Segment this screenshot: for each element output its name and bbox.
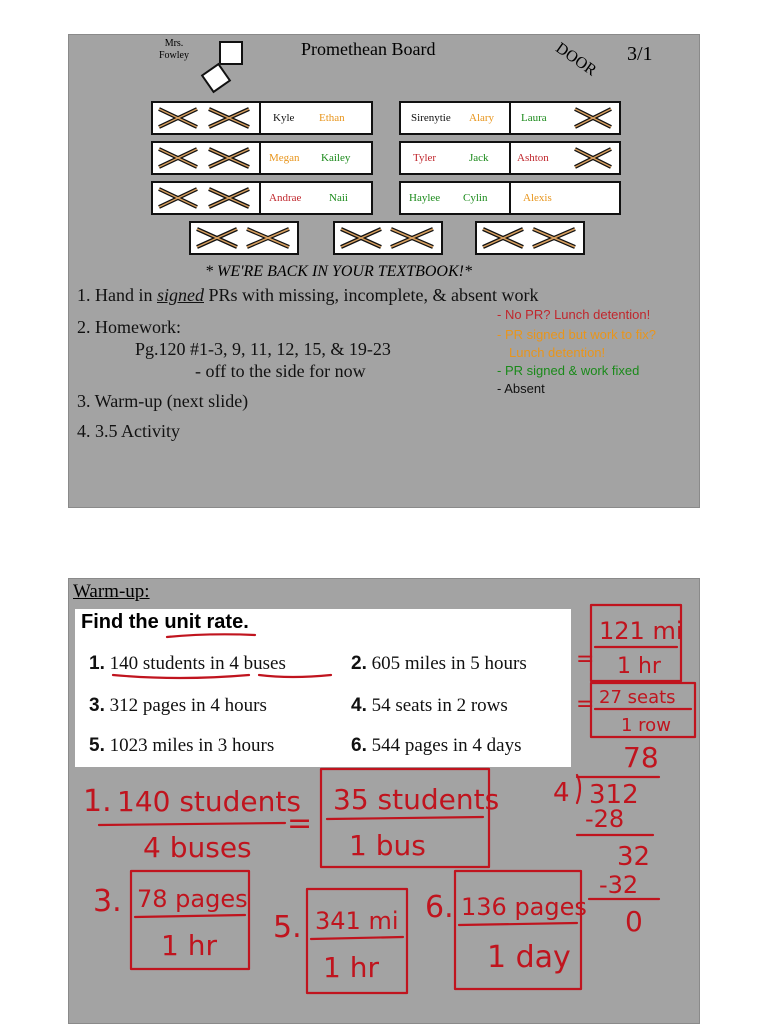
ink-label: 3. — [93, 884, 122, 919]
desk-row — [151, 181, 373, 215]
teacher-desk-icon — [219, 41, 243, 65]
seat-pair — [261, 183, 371, 213]
ink-denominator: 1 day — [487, 940, 571, 975]
student-name: Sirenytie — [411, 112, 451, 124]
empty-desk — [333, 221, 443, 255]
handwriting-layer — [69, 579, 701, 1025]
ink-label: 5. — [273, 910, 302, 945]
desk-row — [399, 181, 621, 215]
empty-seat-x-icon — [571, 146, 615, 170]
ink-divisor: 4 — [553, 778, 570, 808]
empty-seat-x-icon — [153, 106, 257, 130]
banner-text: * WE'RE BACK IN YOUR TEXTBOOK!* — [205, 263, 472, 280]
ink-numerator: 78 pages — [137, 885, 248, 913]
ink-denominator: 1 bus — [349, 829, 426, 862]
empty-desk — [189, 221, 299, 255]
ink-denominator: 4 buses — [143, 831, 252, 864]
student-name: Tyler — [413, 152, 437, 164]
ink-underline — [167, 634, 255, 637]
ink-label: 6. — [425, 890, 454, 925]
empty-desk — [475, 221, 585, 255]
date-label: 3/1 — [627, 43, 653, 65]
empty-seat-pair — [153, 143, 261, 173]
door-label: DOOR — [552, 39, 600, 80]
problem-text: 312 pages in 4 hours — [109, 695, 267, 716]
student-name: Megan — [269, 152, 300, 164]
ink-fraction-bar — [327, 817, 483, 819]
agenda-text: 1. Hand in — [77, 285, 157, 305]
problem-number: 5. — [89, 735, 105, 756]
seat-pair — [401, 143, 511, 173]
student-name: Alary — [469, 112, 495, 124]
student-name: Andrae — [269, 192, 302, 204]
seat-pair — [511, 143, 619, 173]
agenda-item — [77, 285, 539, 306]
ink-denominator: 1 row — [621, 715, 671, 736]
desk-row — [151, 141, 373, 175]
seating-chart-slide — [68, 34, 700, 508]
student-name: Kailey — [321, 152, 351, 164]
seat-pair — [401, 103, 511, 133]
problem-text: 1023 miles in 3 hours — [109, 735, 275, 756]
teacher-label: Mrs. Fowley — [159, 38, 189, 61]
agenda-emphasis: signed — [157, 285, 204, 305]
agenda-item: 3. Warm-up (next slide) — [77, 391, 249, 411]
desk-row — [399, 141, 621, 175]
empty-seat-x-icon — [191, 226, 295, 250]
ink-numerator: 341 mi — [315, 907, 399, 935]
empty-seat-x-icon — [571, 106, 615, 130]
pr-note: - PR signed & work fixed — [497, 363, 640, 378]
ink-remainder: 32 — [617, 842, 651, 872]
ink-fraction-bar — [99, 823, 285, 825]
seat-pair — [261, 103, 371, 133]
problem-text: 544 pages in 4 days — [371, 735, 522, 756]
student-name: Laura — [521, 112, 547, 124]
empty-seat-x-icon — [335, 226, 439, 250]
ink-numerator: 140 students — [117, 785, 301, 818]
desk-row — [399, 101, 621, 135]
pr-note: Lunch detention! — [509, 345, 606, 360]
board-label: Promethean Board — [301, 39, 436, 59]
empty-seat-x-icon — [477, 226, 581, 250]
problem-heading: Find the unit rate. — [81, 611, 249, 633]
ink-subtrahend: -32 — [599, 871, 639, 899]
ink-fraction-bar — [135, 915, 245, 917]
problem-number: 2. — [351, 653, 367, 674]
empty-seat-x-icon — [153, 146, 257, 170]
agenda-text: PRs with missing, incomplete, & absent work — [204, 285, 539, 305]
ink-equals: = — [576, 647, 595, 672]
seat-pair — [261, 143, 371, 173]
problem-number: 1. — [89, 653, 105, 674]
ink-remainder: 0 — [625, 905, 643, 938]
student-name: Jack — [469, 152, 489, 164]
ink-numerator: 35 students — [333, 783, 500, 816]
student-name: Haylee — [409, 192, 441, 204]
ink-denominator: 1 hr — [323, 951, 379, 984]
student-name: Cylin — [463, 192, 488, 204]
problem-text: 54 seats in 2 rows — [371, 695, 508, 716]
empty-seat-pair — [153, 183, 261, 213]
ink-underline — [113, 675, 249, 678]
student-name: Kyle — [273, 112, 295, 124]
ink-numerator: 121 mi — [599, 617, 683, 645]
pr-note: - No PR? Lunch detention! — [497, 307, 651, 322]
problem-number: 4. — [351, 695, 367, 716]
homework-pages: Pg.120 #1-3, 9, 11, 12, 15, & 19-23 — [135, 339, 391, 359]
ink-numerator: 136 pages — [461, 893, 587, 921]
problem-number: 6. — [351, 735, 367, 756]
problem-text: 140 students in 4 buses — [109, 653, 286, 674]
student-name: Alexis — [523, 192, 552, 204]
ink-subtrahend: -28 — [585, 805, 625, 833]
student-name: Naii — [329, 192, 348, 204]
seat-pair — [401, 183, 511, 213]
ink-label: 1. — [83, 784, 112, 819]
pr-note: - Absent — [497, 381, 545, 396]
student-name: Ethan — [319, 112, 345, 124]
homework-note: - off to the side for now — [195, 361, 366, 381]
ink-fraction-bar — [459, 923, 577, 925]
ink-denominator: 1 hr — [617, 654, 661, 679]
seat-pair — [511, 183, 619, 213]
ink-denominator: 1 hr — [161, 929, 217, 962]
ink-fraction-bar — [311, 937, 403, 939]
ink-equals: = — [287, 806, 313, 841]
ink-dividend: 312 — [589, 780, 639, 810]
pr-note: - PR signed but work to fix? — [497, 327, 656, 342]
ink-quotient: 78 — [623, 741, 659, 774]
desk-row — [151, 101, 373, 135]
student-name: Ashton — [517, 152, 549, 164]
warm-up-slide — [68, 578, 700, 1024]
seat-pair — [511, 103, 619, 133]
ink-numerator: 27 seats — [599, 687, 676, 708]
slide-title: Warm-up: — [73, 581, 150, 602]
problem-text: 605 miles in 5 hours — [371, 653, 527, 674]
empty-seat-x-icon — [153, 186, 257, 210]
agenda-item: 4. 3.5 Activity — [77, 421, 180, 441]
teacher-chair-icon — [201, 63, 232, 94]
agenda-item: 2. Homework: — [77, 317, 181, 337]
problem-number: 3. — [89, 695, 105, 716]
ink-underline — [259, 675, 331, 677]
empty-seat-pair — [153, 103, 261, 133]
ink-equals: = — [576, 692, 595, 717]
